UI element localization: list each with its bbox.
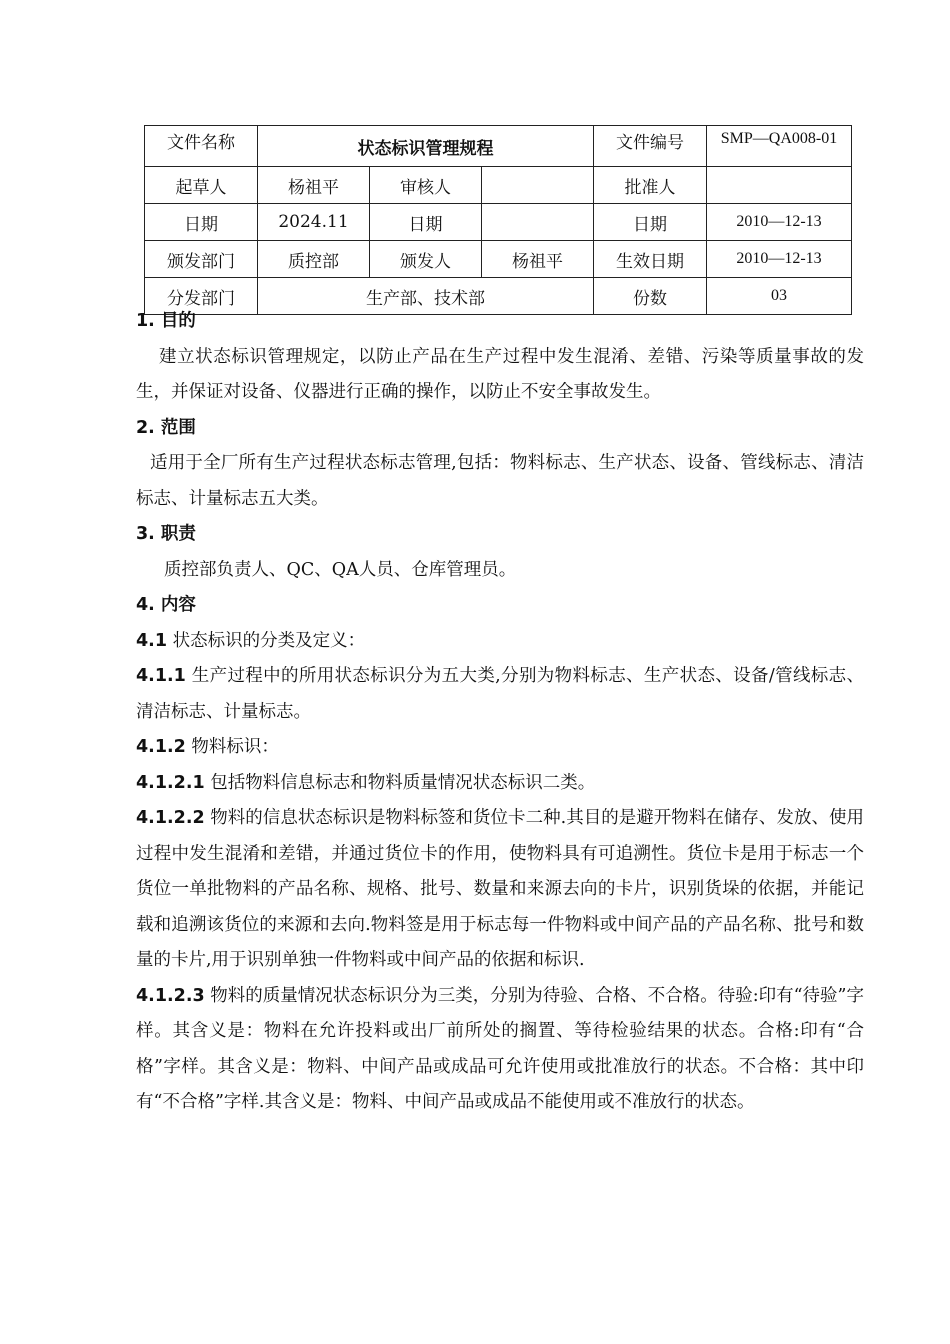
header-row	[145, 204, 852, 241]
clause-4-1-2	[136, 730, 864, 766]
distribution-dept-value: 生产部、技术部	[258, 278, 594, 315]
clause-text: 生产过程中的所用状态标识分为五大类,分别为物料标志、生产状态、设备/管线标志、清洁标志、计量标志。	[136, 666, 864, 722]
section-heading-content: 4. 内容	[136, 595, 196, 615]
drafter-value: 杨祖平	[258, 167, 370, 204]
clause-number: 4.1.2.2	[136, 808, 205, 828]
draft-date-value: 2024.11	[258, 204, 370, 241]
clause-4-1-2-2	[136, 801, 864, 979]
clause-text: 状态标识的分类及定义：	[167, 630, 366, 651]
label-effective-date: 生效日期	[594, 241, 707, 278]
clause-text: 物料的质量情况状态标识分为三类，分别为待验、合格、不合格。待验:印有“待验”字样。其含义是：物料在允许投料或出厂前所处的搁置、等待检验结果的状态。合格:印有“合格”字样。其含义是：物料、中间产品或成品可允许使用或批准放行的状态。不合格：其中印有“不合格”字样.其含义是：物料、中间产品或成品不能使用或不准放行的状态。	[136, 985, 865, 1112]
label-doc-number: 文件编号	[594, 126, 707, 167]
label-doc-name: 文件名称	[145, 126, 258, 167]
copies-value: 03	[707, 278, 852, 315]
document-title: 状态标识管理规程	[258, 126, 594, 167]
document-header-table	[144, 125, 852, 315]
section-text-scope: 适用于全厂所有生产过程状态标志管理,包括：物料标志、生产状态、设备、管线标志、清洁标志、计量标志五大类。	[136, 453, 864, 509]
approve-date-value: 2010—12-13	[707, 204, 852, 241]
section-heading-responsibility: 3. 职责	[136, 524, 196, 544]
clause-4-1-2-1	[136, 766, 864, 802]
header-row	[145, 126, 852, 167]
reviewer-value	[482, 167, 594, 204]
section-heading-purpose: 1. 目的	[136, 311, 196, 331]
label-drafter: 起草人	[145, 167, 258, 204]
label-approver: 批准人	[594, 167, 707, 204]
label-issuing-dept: 颁发部门	[145, 241, 258, 278]
label-date: 日期	[145, 204, 258, 241]
document-body	[136, 304, 864, 1121]
section-text-responsibility: 质控部负责人、QC、QA人员、仓库管理员。	[164, 559, 517, 580]
section-heading-scope: 2. 范围	[136, 417, 196, 438]
clause-number: 4.1	[136, 630, 168, 651]
clause-number: 4.1.2	[136, 737, 186, 757]
clause-text: 包括物料信息标志和物料质量情况状态标识二类。	[204, 772, 596, 793]
clause-text: 物料的信息状态标识是物料标签和货位卡二种.其目的是避开物料在储存、发放、使用过程中发生混淆和差错，并通过货位卡的作用，使物料具有可追溯性。货位卡是用于标志一个货位一单批物料的产品名称、规格、批号、数量和来源去向的卡片，识别货垛的依据，并能记载和追溯该货位的来源和去向.物料签是用于标志每一件物料或中间产品的产品名称、批号和数量的卡片,用于识别单独一件物料或中间产品的依据和标识.	[136, 808, 864, 970]
clause-4-1-2-3	[136, 979, 864, 1121]
clause-number: 4.1.2.3	[136, 985, 205, 1006]
clause-text: 物料标识：	[185, 737, 279, 757]
effective-date-value: 2010—12-13	[707, 241, 852, 278]
review-date-value	[482, 204, 594, 241]
clause-number: 4.1.2.1	[136, 772, 205, 793]
label-distribution-dept: 分发部门	[145, 278, 258, 315]
header-row	[145, 167, 852, 204]
label-copies: 份数	[594, 278, 707, 315]
section-text-purpose: 建立状态标识管理规定，以防止产品在生产过程中发生混淆、差错、污染等质量事故的发生，并保证对设备、仪器进行正确的操作，以防止不安全事故发生。	[136, 346, 864, 402]
document-number: SMP—QA008-01	[707, 126, 852, 167]
header-row	[145, 241, 852, 278]
label-date: 日期	[594, 204, 707, 241]
label-issuer: 颁发人	[370, 241, 482, 278]
label-date: 日期	[370, 204, 482, 241]
issuing-dept-value: 质控部	[258, 241, 370, 278]
clause-number: 4.1.1	[136, 666, 186, 686]
label-reviewer: 审核人	[370, 167, 482, 204]
approver-value	[707, 167, 852, 204]
clause-4-1	[136, 624, 864, 660]
issuer-value: 杨祖平	[482, 241, 594, 278]
clause-4-1-1	[136, 659, 864, 730]
